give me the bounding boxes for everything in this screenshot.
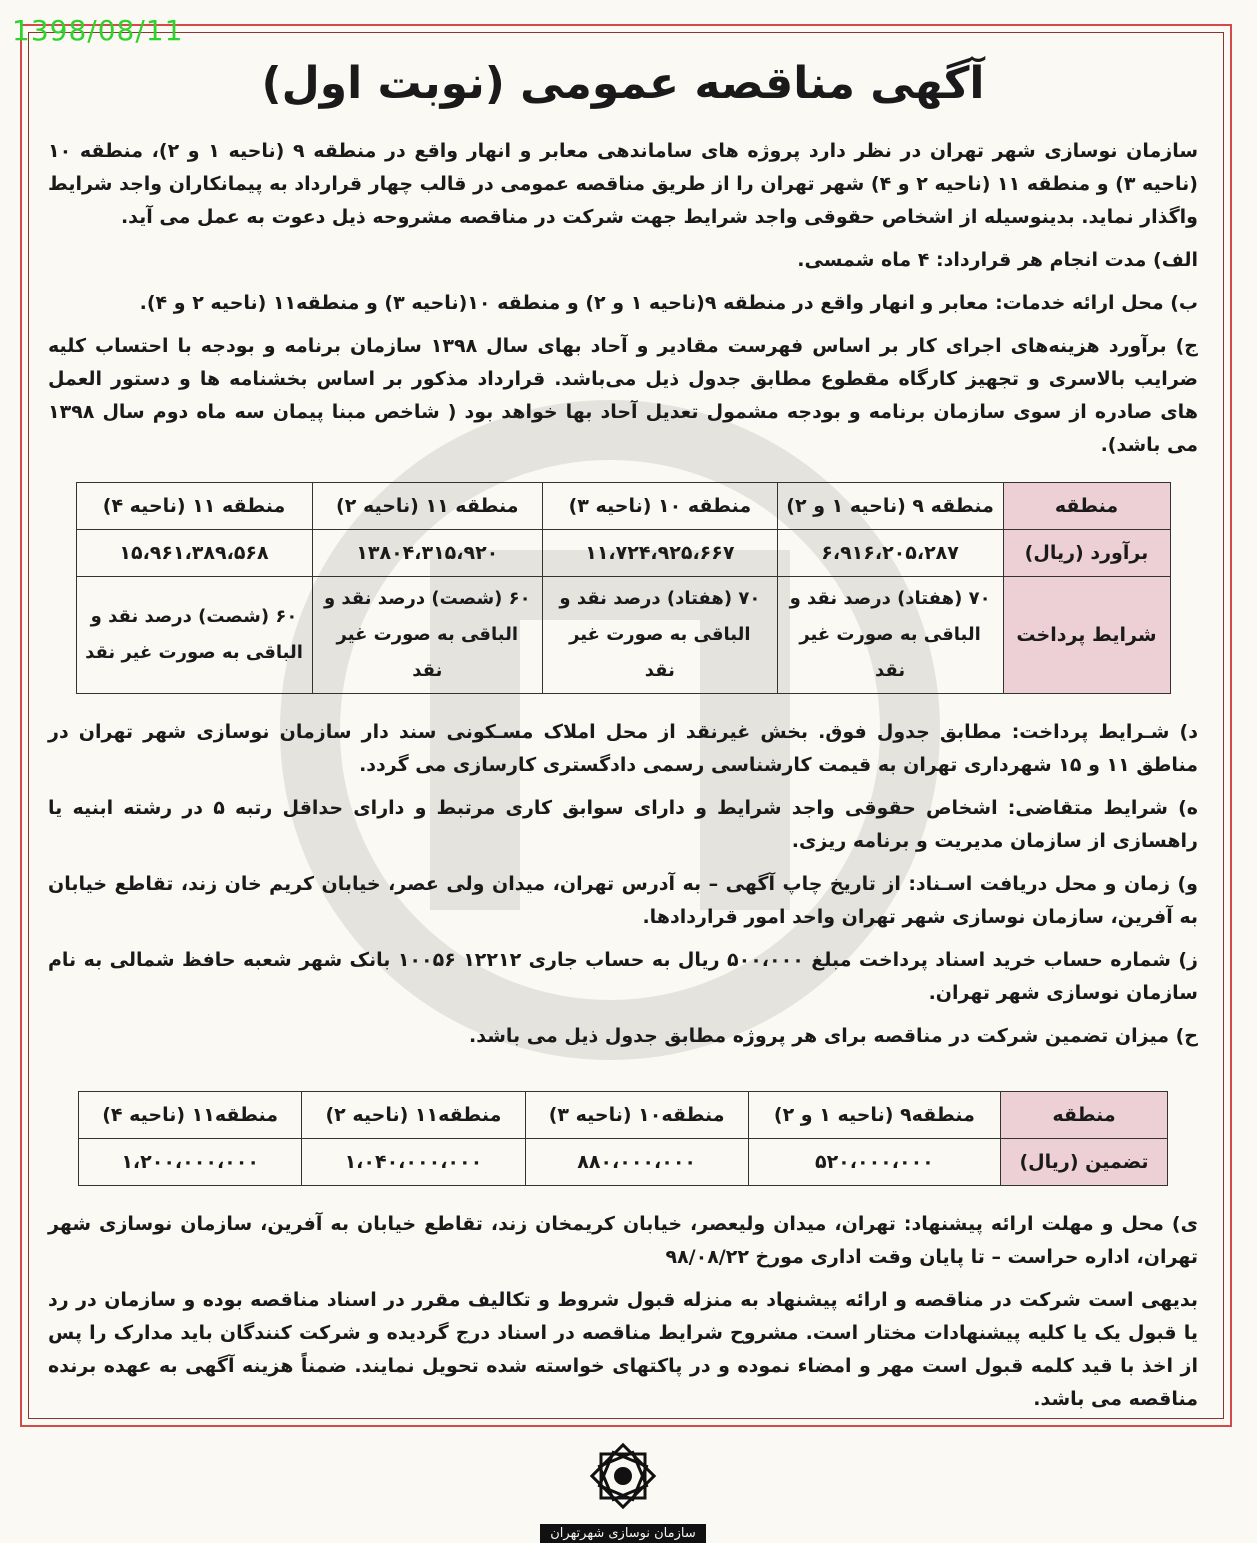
- item-be: ب) محل ارائه خدمات: معابر و انهار واقع در منطقه ۹(ناحیه ۱ و ۲) و منطقه ۱۰(ناحیه ۳) و منطقه۱۱ (ناحیه ۲ و ۴).: [139, 292, 1198, 314]
- table-cell: منطقه ۹ (ناحیه ۱ و ۲): [777, 483, 1003, 530]
- closing-paragraph: بدیهی است شرکت در مناقصه و ارائه پیشنهاد به منزله قبول شروط و تکالیف مقرر در اسناد مناقصه بوده و سازمان در رد یا قبول یک یا کلیه پیشنهادات مختار است. مشروح شرایط مناقصه در اسناد درج گردیده و شرکت کنندگان باید مدارک را پس از اخذ با قید کلمه قبول است مهر و امضاء نموده و در پاکتهای خواسته شده تحویل نمایند. ضمناً هزینه آگهی به عهده برنده مناقصه می باشد.: [48, 1289, 1198, 1410]
- estimate-table: [76, 482, 1171, 694]
- table-cell: منطقه ۱۰ (ناحیه ۳): [543, 483, 778, 530]
- table-cell: ۷۰ (هفتاد) درصد نقد و الباقی به صورت غیر نقد: [777, 577, 1003, 694]
- table-header-cell: شرایط پرداخت: [1003, 577, 1170, 694]
- table-header-cell: منطقه: [1001, 1092, 1168, 1139]
- table-header-cell: منطقه: [1003, 483, 1170, 530]
- table-cell: منطقه۱۰ (ناحیه ۳): [525, 1092, 748, 1139]
- item-vav: و) زمان و محل دریافت اسـناد: از تاریخ چاپ آگهی – به آدرس تهران، میدان ولی عصر، خیابان کریم خان زند، تقاطع خیابان به آفرین، سازمان نوسازی شهر تهران واحد امور قراردادها.: [48, 873, 1198, 928]
- table-cell: منطقه ۱۱ (ناحیه ۲): [312, 483, 543, 530]
- item-jim: ج) برآورد هزینه‌های اجرای کار بر اساس فهرست مقادیر و آحاد بهای سال ۱۳۹۸ سازمان برنامه و بودجه با احتساب کلیه ضرایب بالاسری و تجهیز کارگاه مقطوع مطابق جدول ذیل می‌باشد. قرارداد مذکور بر اساس بخشنامه ها و دستور العمل های صادره از سوی سازمان برنامه و بودجه مشمول تعدیل آحاد بها خواهد بود ( شاخص مبنا پیمان سه ماه دوم سال ۱۳۹۸ می باشد).: [48, 335, 1198, 456]
- table-row: [76, 530, 1170, 577]
- item-ye: ی) محل و مهلت ارائه پیشنهاد: تهران، میدان ولیعصر، خیابان کریمخان زند، تقاطع خیابان به آفرین، سازمان نوسازی شهر تهران، اداره حراست – تا پایان وقت اداری مورخ ۹۸/۰۸/۲۲: [48, 1213, 1198, 1268]
- organization-name: سازمان نوسازی شهرتهران: [540, 1524, 706, 1543]
- table-cell: ۶۰ (شصت) درصد نقد و الباقی به صورت غیر نقد: [312, 577, 543, 694]
- table-header-cell: تضمین (ریال): [1001, 1139, 1168, 1186]
- table-cell: ۱۵،۹۶۱،۳۸۹،۵۶۸: [76, 530, 312, 577]
- table-header-cell: برآورد (ریال): [1003, 530, 1170, 577]
- table-row: [76, 577, 1170, 694]
- intro-paragraph: سازمان نوسازی شهر تهران در نظر دارد پروژه های ساماندهی معابر و انهار واقع در منطقه ۹ (ناحیه ۱ و ۲)، منطقه ۱۰ (ناحیه ۳) و منطقه ۱۱ (ناحیه ۲ و ۴) شهر تهران را از طریق مناقصه عمومی در قالب چهار قرارداد به پیمانکاران واجد شرایط واگذار نماید. بدینوسیله از اشخاص حقوقی واجد شرایط جهت شرکت در مناقصه مشروحه ذیل دعوت به عمل می آید.: [48, 140, 1199, 228]
- table-cell: ۱۳۸۰۴،۳۱۵،۹۲۰: [312, 530, 543, 577]
- table-row: [79, 1139, 1168, 1186]
- item-dal: د) شـرایط پرداخت: مطابق جدول فوق. بخش غیرنقد از محل املاک مسـکونی سند دار سازمان نوسازی شهر تهران در مناطق ۱۱ و ۱۵ شهرداری تهران به قیمت کارشناسی رسمی دادگستری کارسازی می گردد.: [48, 721, 1198, 776]
- table-cell: ۱۱،۷۲۴،۹۲۵،۶۶۷: [543, 530, 778, 577]
- table-cell: منطقه۹ (ناحیه ۱ و ۲): [748, 1092, 1000, 1139]
- guarantee-table: [78, 1091, 1168, 1186]
- table-cell: ۶۰ (شصت) درصد نقد و الباقی به صورت غیر نقد: [76, 577, 312, 694]
- table-cell: منطقه۱۱ (ناحیه ۲): [302, 1092, 525, 1139]
- table-row: [76, 483, 1170, 530]
- table-cell: ۱،۲۰۰،۰۰۰،۰۰۰: [79, 1139, 302, 1186]
- table-row: [79, 1092, 1168, 1139]
- organization-logo: [48, 1436, 1198, 1543]
- table-cell: منطقه۱۱ (ناحیه ۴): [79, 1092, 302, 1139]
- table-cell: منطقه ۱۱ (ناحیه ۴): [76, 483, 312, 530]
- item-he: ه) شرایط متقاضی: اشخاص حقوقی واجد شرایط و دارای سوابق کاری مرتبط و دارای حداقل رتبه ۵ در رشته ابنیه یا راهسازی از سازمان مدیریت و برنامه ریزی.: [48, 797, 1198, 852]
- notice-title: آگهی مناقصه عمومی (نوبت اول): [261, 58, 985, 109]
- table-cell: ۸۸۰،۰۰۰،۰۰۰: [525, 1139, 748, 1186]
- table-cell: ۵۲۰،۰۰۰،۰۰۰: [748, 1139, 1000, 1186]
- item-ze: ز) شماره حساب خرید اسناد پرداخت مبلغ ۵۰۰،۰۰۰ ریال به حساب جاری ۱۲۲۱۲ ۱۰۰۵۶ بانک شهر شعبه حافظ شمالی به نام سازمان نوسازی شهر تهران.: [48, 949, 1198, 1004]
- table-cell: ۱،۰۴۰،۰۰۰،۰۰۰: [302, 1139, 525, 1186]
- item-he2: ح) میزان تضمین شرکت در مناقصه برای هر پروژه مطابق جدول ذیل می باشد.: [469, 1025, 1198, 1047]
- table-cell: ۶،۹۱۶،۲۰۵،۲۸۷: [777, 530, 1003, 577]
- emblem-icon: [583, 1436, 663, 1516]
- item-alef: الف) مدت انجام هر قرارداد: ۴ ماه شمسی.: [797, 249, 1198, 271]
- table-cell: ۷۰ (هفتاد) درصد نقد و الباقی به صورت غیر نقد: [543, 577, 778, 694]
- notice-content: [48, 50, 1198, 1543]
- date-stamp: 1398/08/11: [12, 14, 184, 47]
